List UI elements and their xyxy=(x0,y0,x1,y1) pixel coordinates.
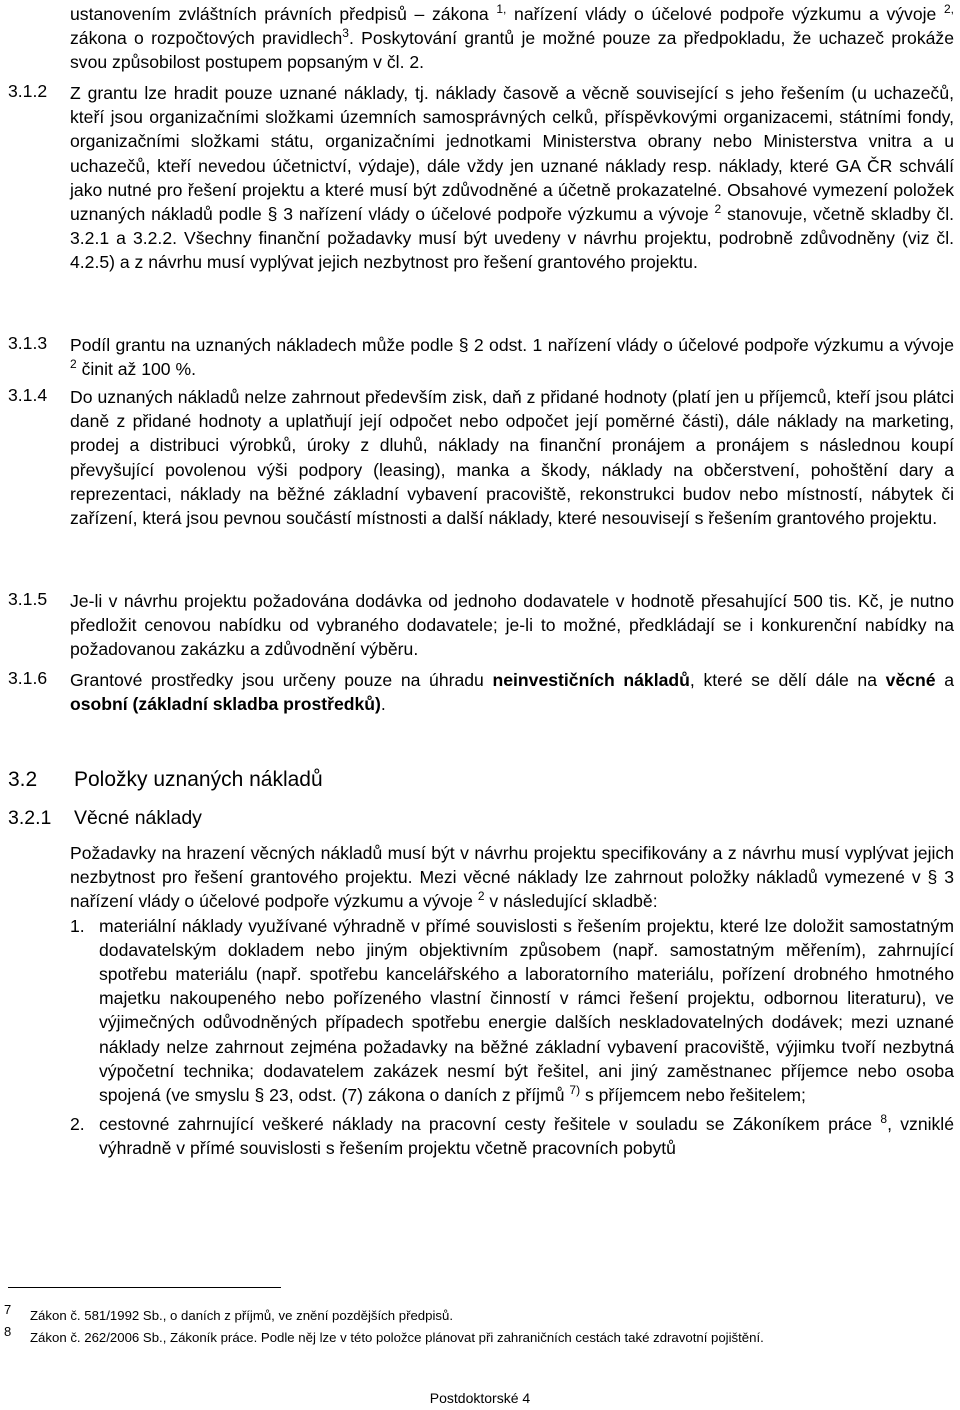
section-title: Položky uznaných nákladů xyxy=(74,768,323,791)
paragraph-number: 3.1.6 xyxy=(8,668,48,688)
paragraph-text: Je-li v návrhu projektu požadována dodávka od jednoho dodavatele v hodnotě přesahující 500 tis. Kč, je nutno předložit cenovou nabídku od vybraného dodavatele; je-li to možné, předkládají se i konkurenční nabídky na požadovanou zakázku a zdůvodnění výběru. xyxy=(70,591,954,660)
bold-term: osobní (základní skladba prostředků) xyxy=(70,694,381,715)
footnote-ref: 2 xyxy=(714,202,722,217)
subsection-number: 3.2.1 xyxy=(8,807,52,829)
footnote-ref: 3 xyxy=(342,26,349,41)
footnote-ref: 7) xyxy=(569,1083,581,1098)
cost-items-list xyxy=(70,914,954,1161)
list-item-number: 2. xyxy=(70,1114,85,1135)
page-footer: Postdoktorské 4 xyxy=(429,1390,531,1406)
list-item-text: materiální náklady využívané výhradně v přímé souvislosti s řešením projektu, které lze doložit samostatným dodavatelským dokladem nebo jiným objektivním způsobem (např. samostatným měřením), zahrnující spotřebu materiálu (např. spotřebu kancelářského a laboratorního materiálu, pořízení drobného hmotného majetku nakoupeného nebo pořízeného vlastní činností v rámci řešení projektu, odbornou literaturu), ve výjimečných odůvodněných případech spotřebu energie dalších neskladovatelných dodávek; mezi uznané náklady nelze zahrnout zejména požadavky na běžné základní vybavení pracoviště, výjimku tvoří nezbytná výpočetní technika; dodavatelem zakázek nesmí být řešitel, ani jiný zaměstnanec příjemce nebo osoba spojená (ve smyslu § 23, odst. (7) zákona o daních z příjmů xyxy=(99,915,954,1106)
footnote-ref: 8 xyxy=(880,1112,888,1127)
paragraph-number: 3.1.2 xyxy=(8,81,48,101)
list-item-text: s příjemcem nebo řešitelem; xyxy=(584,1085,806,1106)
footnote-ref: 2 xyxy=(477,889,485,904)
footnote-ref: 2, xyxy=(943,2,954,17)
paragraph-text: v následující skladbě: xyxy=(489,891,658,912)
footnote-number: 7 xyxy=(4,1302,12,1317)
bold-term: věcné xyxy=(885,670,936,690)
intro-text-3: zákona o rozpočtových pravidlech xyxy=(70,28,343,49)
paragraph-text: Grantové prostředky jsou určeny pouze na úhradu xyxy=(70,670,484,690)
paragraph-number: 3.1.4 xyxy=(8,385,48,405)
paragraph-text: Z grantu lze hradit pouze uznané náklady, tj. náklady časově a věcně související s jeho řešením (u uchazečů, kteří jsou organizačními složkami územních samosprávných celků, příspěvkovými organizacemi, státními fondy, organizačními složkami státu, organizačními jednotkami Ministerstva obrany nebo Ministerstva vnitra a u uchazečů, kteří nevedou účetnictví, výdaje), dále vždy jen uznané náklady resp. náklady, které GA ČR schválí jako nutné pro řešení projektu a které musí být zdůvodněné a účetně prokazatelné. Obsahové vymezení položek uznaných nákladů podle § 3 nařízení vlády o účelové podpoře výzkumu a vývoje xyxy=(70,83,954,225)
paragraph-number: 3.1.3 xyxy=(8,333,48,353)
paragraph-text: stanovuje, včetně skladby čl. 3.2.1 a 3.2.2. Všechny finanční požadavky musí být uvedeny v návrhu projektu, podrobně zdůvodněny (viz čl. 4.2.5) a z návrhu musí vyplývat jejich nezbytnost pro řešení grantového projektu. xyxy=(70,204,954,273)
footnote-number: 8 xyxy=(4,1324,12,1339)
paragraph-text: a xyxy=(944,670,955,690)
list-item xyxy=(70,914,954,1108)
intro-text-4: . Poskytování grantů je možné pouze za předpokladu, že uchazeč prokáže svou způsobilost postupem popsaným v čl. 2. xyxy=(70,28,954,73)
subsection-heading-3-2-1 xyxy=(8,807,202,830)
paragraph-3-1-5 xyxy=(8,589,954,662)
paragraph-number: 3.1.5 xyxy=(8,589,48,609)
intro-paragraph xyxy=(8,2,954,75)
list-item-number: 1. xyxy=(70,915,85,936)
footnote-text: Zákon č. 262/2006 Sb., Zákoník práce. Podle něj lze v této položce plánovat při zahraničních cestách také zdravotní pojištění. xyxy=(30,1330,764,1345)
paragraph-text: . xyxy=(380,694,386,715)
footnote-separator xyxy=(8,1287,281,1288)
paragraph-3-1-4 xyxy=(8,385,954,530)
list-item-text: , vzniklé výhradně v přímé souvislosti s řešením projektu včetně pracovních pobytů xyxy=(99,1114,955,1159)
list-item-text: cestovné zahrnující veškeré náklady na pracovní cesty řešitele v souladu se Zákoníkem práce xyxy=(99,1114,873,1135)
paragraph-3-1-6 xyxy=(8,668,954,716)
paragraph-3-1-3 xyxy=(8,333,954,381)
paragraph-text: Podíl grantu na uznaných nákladech může podle § 2 odst. 1 nařízení vlády o účelové podpoře výzkumu a vývoje xyxy=(70,335,954,355)
intro-text-1: ustanovením zvláštních právních předpisů – zákona xyxy=(70,4,489,24)
footnote-ref: 2 xyxy=(70,357,77,372)
footnote-8 xyxy=(0,1324,950,1349)
footnote-text: Zákon č. 581/1992 Sb., o daních z příjmů, ve znění pozdějších předpisů. xyxy=(30,1308,453,1323)
intro-text-2: nařízení vlády o účelové podpoře výzkumu a vývoje xyxy=(514,4,937,24)
list-item xyxy=(70,1112,954,1160)
section-heading-3-2 xyxy=(8,768,323,792)
paragraph-text: činit až 100 %. xyxy=(81,359,196,380)
paragraph-3-1-2 xyxy=(8,81,954,275)
paragraph-text: Do uznaných nákladů nelze zahrnout především zisk, daň z přidané hodnoty (platí jen u příjemců, kteří jsou plátci daně z přidané hodnoty a uplatňují její odpočet nebo odpočet její poměrné části), dále náklady na marketing, prodej a distribuci výrobků, úroky z dluhů, náklady na finanční pronájem a pronájem s následnou koupí převyšující povolenou výši podpory (leasing), manka a škody, náklady na občerstvení, pohoštění dary a reprezentaci, náklady na běžné základní vybavení pracoviště, rekonstrukci budov nebo místností, nábytek či zařízení, která jsou pevnou součástí místnosti a další náklady, které nesouvisejí s řešením grantového projektu. xyxy=(70,387,954,529)
footnote-ref: 1, xyxy=(496,2,507,17)
subsection-body-3-2-1 xyxy=(8,841,954,1161)
paragraph-text: Požadavky na hrazení věcných nákladů musí být v návrhu projektu specifikovány a z návrhu musí vyplývat jejich nezbytnost pro řešení grantového projektu. Mezi věcné náklady lze zahrnout položky nákladů vymezené v § 3 nařízení vlády o účelové podpoře výzkumu a vývoje xyxy=(70,843,954,912)
paragraph-text: , které se dělí dále na xyxy=(689,670,877,690)
footnote-7 xyxy=(0,1302,950,1327)
section-number: 3.2 xyxy=(8,768,38,791)
bold-term: neinvestičních nákladů xyxy=(492,670,690,690)
subsection-title: Věcné náklady xyxy=(74,807,202,829)
